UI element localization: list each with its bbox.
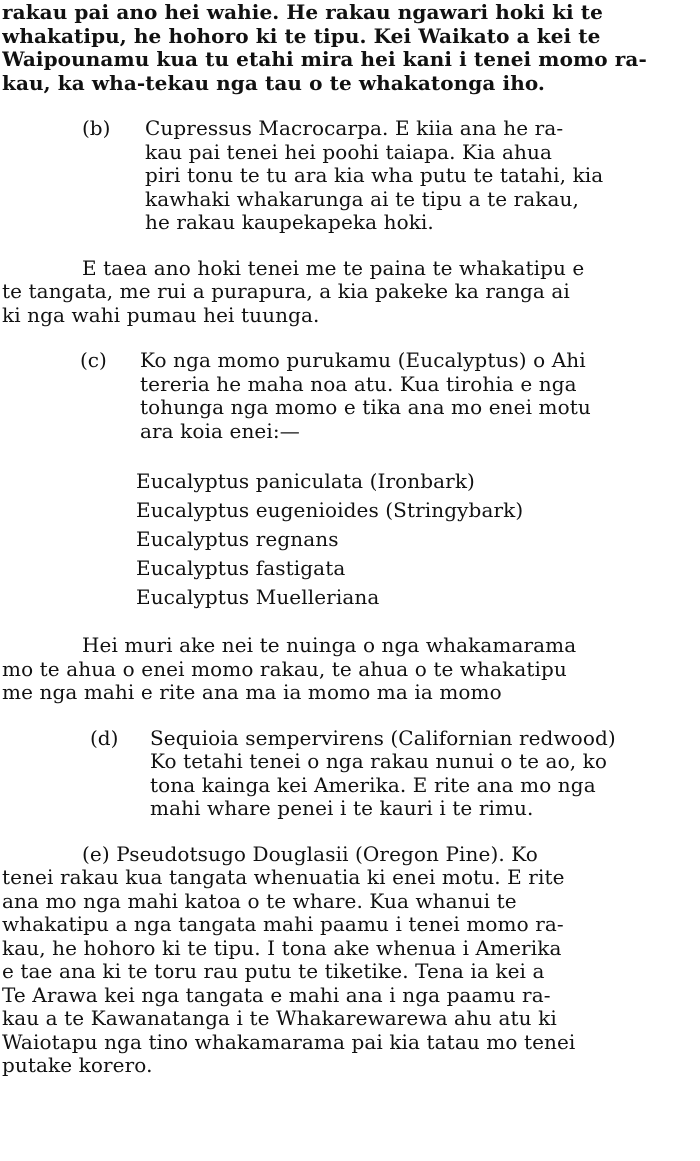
item-marker-c: (c) [80,348,107,372]
item-marker-d: (d) [90,725,119,750]
text-line: whakatipu, he hohoro ki te tipu. Kei Waikato a kei te [2,24,601,48]
text-line: tona kainga kei Amerika. E rite ana mo nga [150,773,596,797]
text-line: ara koia enei:— [140,419,300,443]
text-line: whakatipu a nga tangata mahi paamu i tenei momo ra- [2,913,564,936]
text-line: putake korero. [2,1054,153,1077]
text-line: tereria he maha noa atu. Kua tirohia e nga [140,372,577,396]
list-item: Eucalyptus Muelleriana [136,585,380,609]
item-e [2,843,698,1078]
text-line: E taea ano hoki tenei me te paina te whakatipu e [82,256,585,280]
text-line: (e) Pseudotsugo Douglasii (Oregon Pine). Ko [82,842,538,866]
text-line: ki nga wahi pumau hei tuunga. [2,303,320,327]
text-line: kau pai tenei hei poohi taiapa. Kia ahua [145,140,553,164]
text-line: Cupressus Macrocarpa. E kiia ana he ra- [145,117,564,140]
text-line: kau, he hohoro ki te tipu. I tona ake whenua i Amerika [2,936,562,960]
text-line: piri tonu te tu ara kia wha putu te tatahi, kia [145,164,604,187]
text-line: Hei muri ake nei te nuinga o nga whakamarama [82,634,577,657]
text-line: me nga mahi e rite ana ma ia momo ma ia momo [2,681,502,704]
text-line: tohunga nga momo e tika ana mo enei motu [140,396,591,419]
item-b [2,117,698,235]
text-line: Sequioia sempervirens (Californian redwood) [150,726,616,750]
text-line: kau a te Kawanatanga i te Whakarewarewa ahu atu ki [2,1007,557,1030]
list-item: Eucalyptus paniculata (Ironbark) [136,469,475,493]
list-item: Eucalyptus fastigata [136,556,346,580]
paragraph-continuation [2,1,698,95]
text-line: Waiotapu nga tino whakamarama pai kia tatau mo tenei [2,1030,576,1054]
eucalyptus-list [2,467,698,612]
text-line: he rakau kaupekapeka hoki. [145,211,434,234]
text-line: kawhaki whakarunga ai te tipu a te rakau, [145,187,579,211]
text-line: tenei rakau kua tangata whenuatia ki enei motu. E rite [2,866,565,889]
list-item: Eucalyptus regnans [136,527,339,551]
text-line: Te Arawa kei nga tangata e mahi ana i nga paamu ra- [2,983,551,1007]
text-line: mahi whare penei i te kauri i te rimu. [150,797,534,820]
item-c [2,349,698,443]
text-line: mo te ahua o enei momo rakau, te ahua o te whakatipu [2,657,567,681]
text-line: rakau pai ano hei wahie. He rakau ngawari hoki ki te [2,1,603,24]
paragraph-2 [2,257,698,328]
paragraph-3 [2,634,698,705]
text-line: kau, ka wha-tekau nga tau o te whakatonga iho. [2,71,545,95]
item-d [2,727,698,821]
list-item: Eucalyptus eugenioides (Stringybark) [136,498,524,522]
text-line: Ko nga momo purukamu (Eucalyptus) o Ahi [140,349,586,372]
text-line: ana mo nga mahi katoa o te whare. Kua whanui te [2,889,517,913]
item-marker-b: (b) [82,116,111,140]
text-line: Waipounamu kua tu etahi mira hei kani i tenei momo ra- [2,48,647,71]
text-line: Ko tetahi tenei o nga rakau nunui o te ao, ko [150,750,607,773]
text-line: e tae ana ki te toru rau putu te tiketike. Tena ia kei a [2,960,545,983]
text-line: te tangata, me rui a purapura, a kia pakeke ka ranga ai [2,280,570,303]
